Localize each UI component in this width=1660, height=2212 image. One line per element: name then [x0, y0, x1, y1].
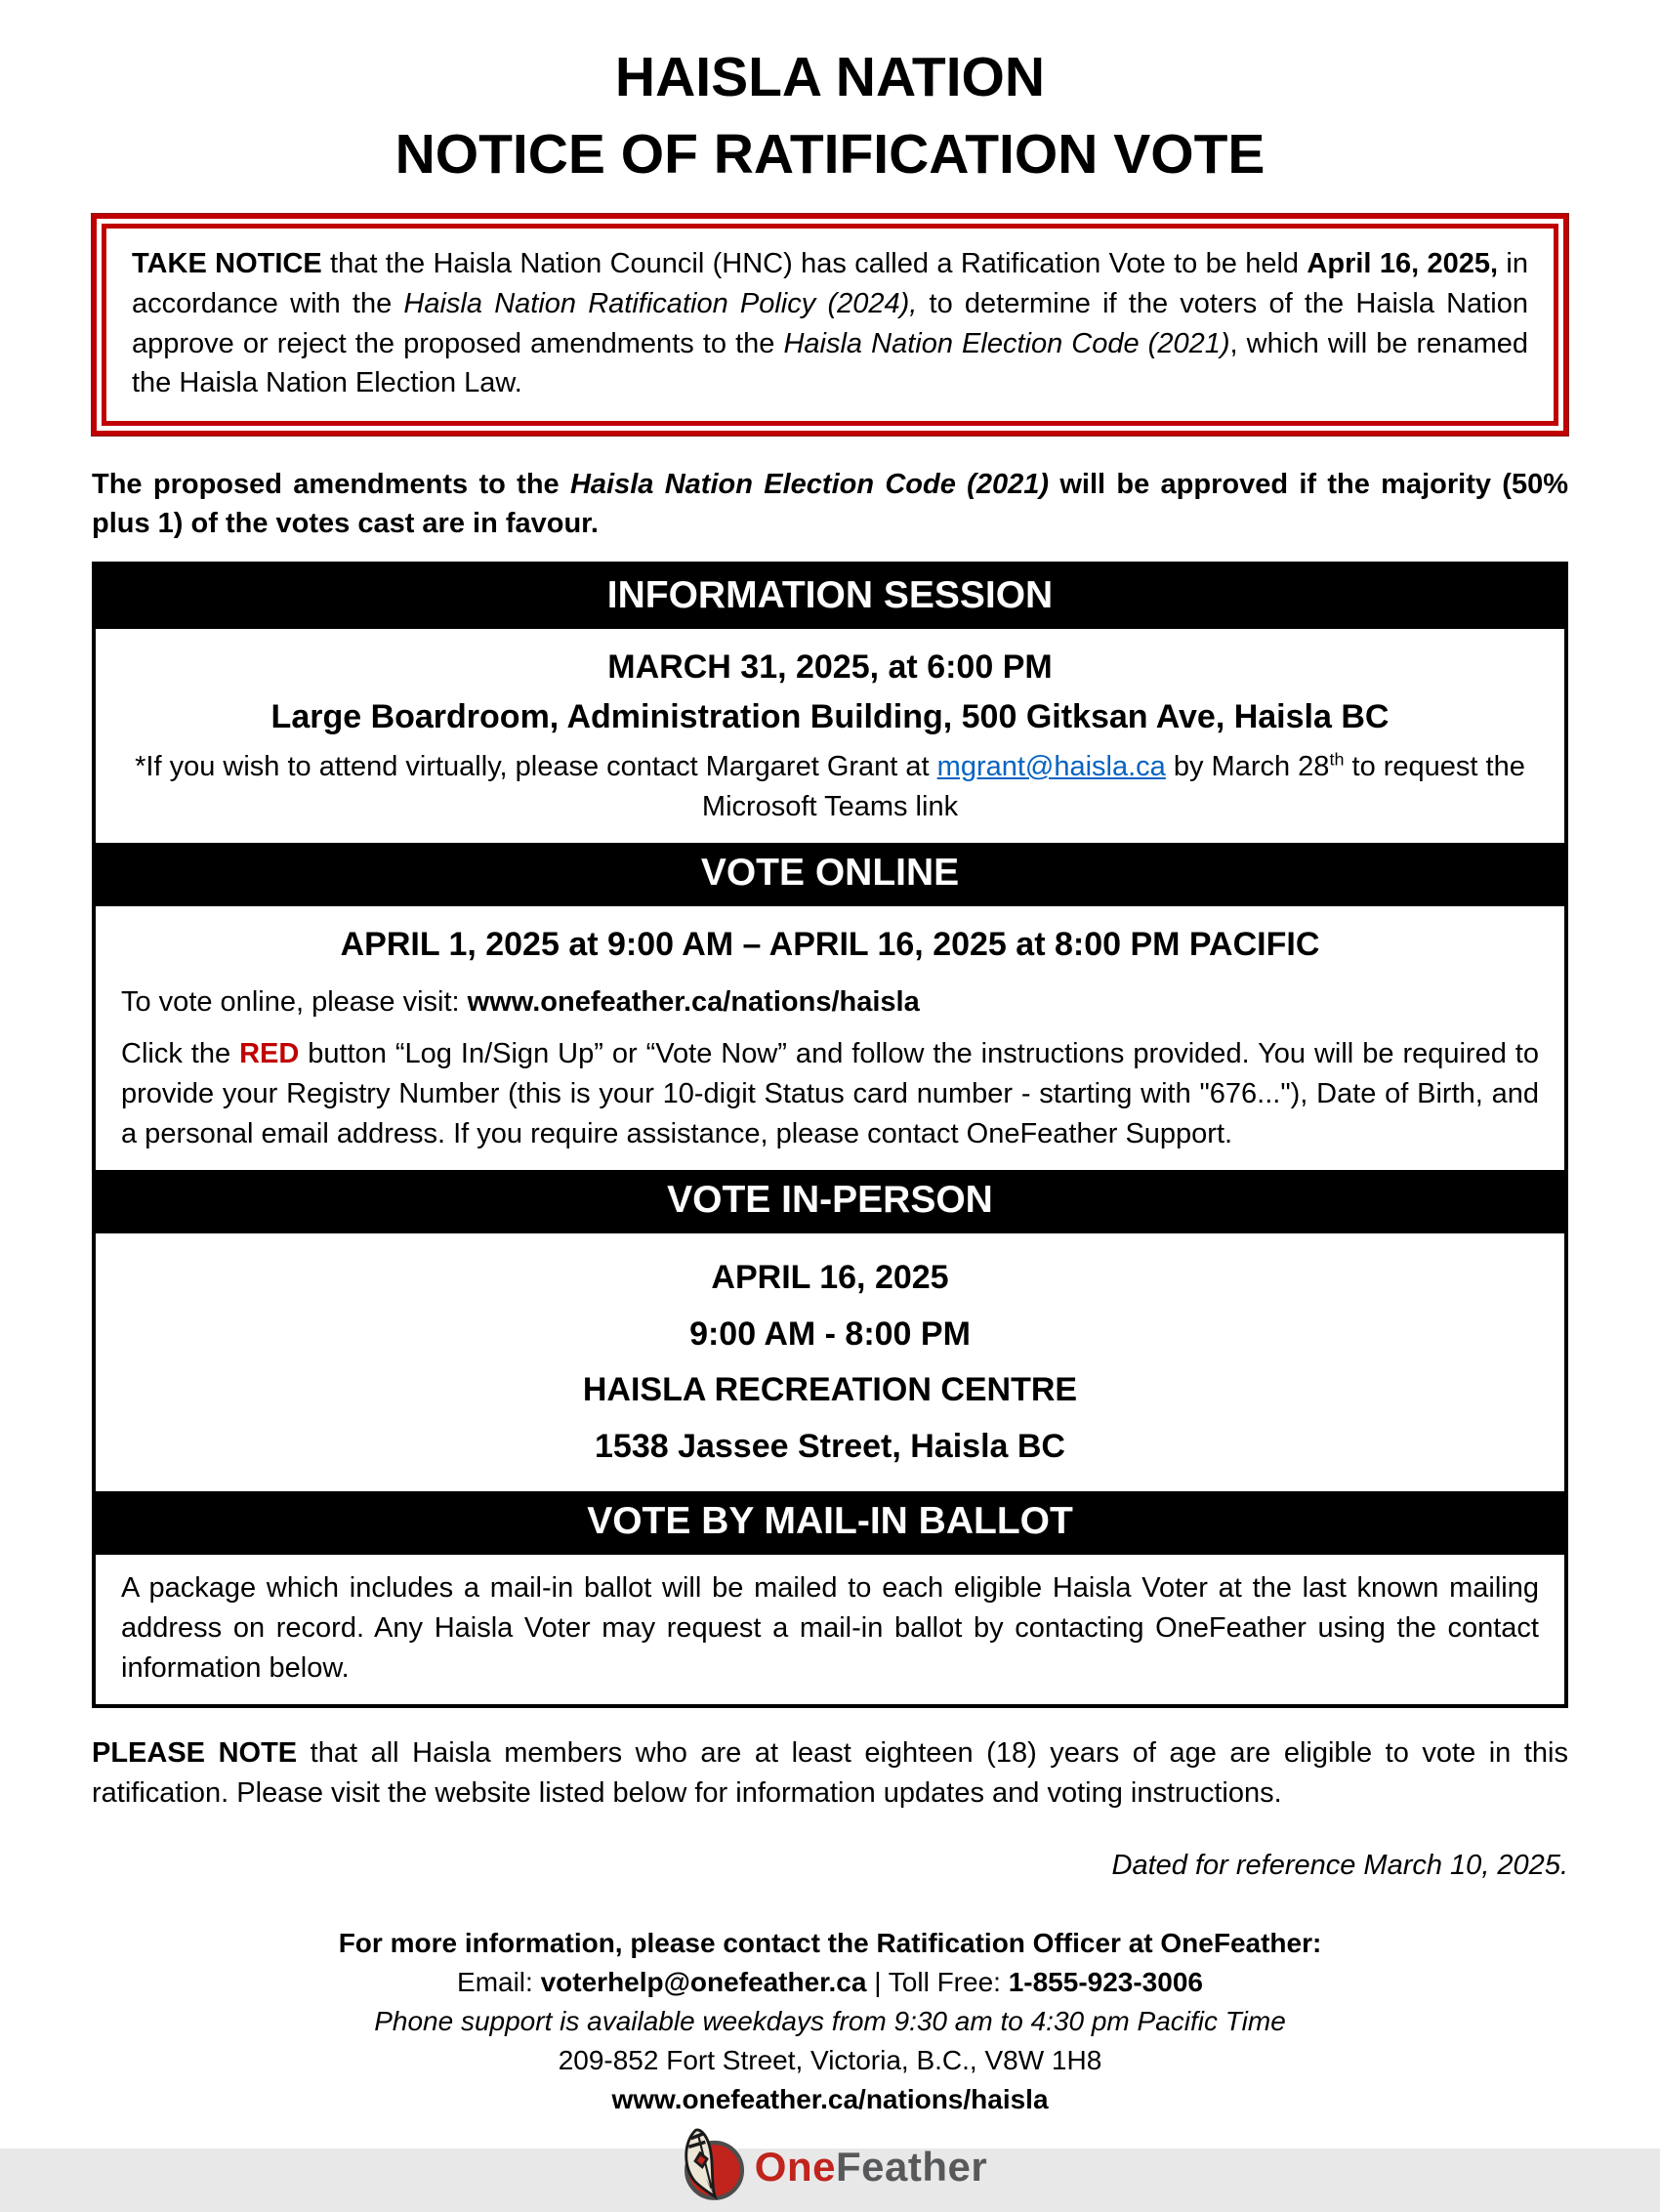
text-segment: Haisla Nation Ratification Policy (2024),	[403, 287, 918, 319]
support-email: voterhelp@onefeather.ca	[540, 1966, 867, 1997]
text-segment: *If you wish to attend virtually, please contact Margaret Grant at	[135, 750, 937, 782]
footer-phone-support-line: Phone support is available weekdays from 9:30 am to 4:30 pm Pacific Time	[374, 2005, 1286, 2036]
text-segment: button “Log In/Sign Up” or “Vote Now” and follow the instructions provided. You will be required to provide your Registry Number (this is your 10-digit Status card number - starting with "676..."), Date of Birth, and a personal email address. If you require assistance, please contact OneFeather Support.	[121, 1037, 1539, 1150]
text-segment: , which will be renamed the Haisla Nation Election Law.	[132, 327, 1528, 399]
text-segment: that the Haisla Nation Council (HNC) has called a Ratification Vote to be held	[321, 248, 1307, 280]
text-segment: | Toll Free:	[866, 1966, 1009, 1997]
text-segment: to request the Microsoft Teams link	[701, 750, 1525, 823]
section-information-session	[96, 629, 1564, 844]
online-voting-url-line	[121, 982, 1539, 1023]
in-person-hours: 9:00 AM - 8:00 PM	[689, 1315, 971, 1353]
text-segment: to determine if the voters of the Haisla Nation approve or reject the proposed amendments to the	[132, 287, 1528, 359]
text-segment: TAKE NOTICE	[132, 248, 322, 280]
text-segment: RED	[239, 1037, 300, 1069]
info-session-location: Large Boardroom, Administration Building, 500 Gitksan Ave, Haisla BC	[270, 698, 1390, 736]
section-banner-information-session: INFORMATION SESSION	[96, 565, 1564, 629]
section-vote-in-person	[96, 1233, 1564, 1491]
take-notice-box	[92, 214, 1568, 435]
section-banner-vote-in-person: VOTE IN-PERSON	[96, 1170, 1564, 1233]
section-banner-vote-online: VOTE ONLINE	[96, 843, 1564, 906]
page-title	[92, 39, 1568, 192]
onefeather-feather-circle-icon	[673, 2124, 749, 2212]
text-segment: Haisla Nation Election Code (2021)	[569, 468, 1050, 500]
info-session-virtual-note	[121, 747, 1539, 827]
text-segment: Haisla Nation Election Code (2021)	[783, 327, 1230, 359]
text-segment: April 16, 2025,	[1307, 248, 1499, 280]
text-segment: th	[1329, 749, 1345, 770]
onefeather-logo	[92, 2124, 1568, 2212]
take-notice-box-inner	[102, 224, 1558, 425]
eligibility-note-paragraph	[92, 1733, 1568, 1813]
footer-contact-line	[92, 1965, 1568, 1999]
text-segment: will be approved if the majority (50% plus 1) of the votes cast are in favour.	[92, 468, 1569, 540]
section-banner-vote-by-mail: VOTE BY MAIL-IN BALLOT	[96, 1491, 1564, 1555]
email-link-mgrant[interactable]: mgrant@haisla.ca	[936, 750, 1166, 782]
in-person-venue: HAISLA RECREATION CENTRE	[582, 1371, 1078, 1409]
text-segment: that all Haisla members who are at least eighteen (18) years of age are eligible to vote in this ratification. Please visit the website listed below for information updates and voting instructions.	[92, 1737, 1568, 1809]
text-segment: PLEASE NOTE	[92, 1737, 298, 1770]
voting-url: www.onefeather.ca/nations/haisla	[467, 985, 920, 1018]
footer-website-line: www.onefeather.ca/nations/haisla	[611, 2083, 1049, 2114]
page-title-line1: HAISLA NATION	[614, 46, 1046, 108]
logo-word-one: One	[754, 2144, 836, 2191]
footer-address-line: 209-852 Fort Street, Victoria, B.C., V8W 1H8	[558, 2044, 1102, 2075]
vote-info-table	[92, 562, 1568, 1708]
section-vote-online	[96, 906, 1564, 1170]
text-segment: in accordance with the	[132, 248, 1528, 319]
mail-in-ballot-paragraph: A package which includes a mail-in ballot will be mailed to each eligible Haisla Voter at the last known mailing address on record. Any Haisla Voter may request a mail-in ballot by contacting OneFeather using the contact information below.	[121, 1571, 1539, 1684]
info-session-datetime: MARCH 31, 2025, at 6:00 PM	[607, 647, 1053, 686]
in-person-date: APRIL 16, 2025	[711, 1259, 949, 1297]
text-segment: by March 28	[1165, 750, 1330, 782]
toll-free-number: 1-855-923-3006	[1008, 1966, 1203, 1997]
logo-word-feather: Feather	[835, 2144, 988, 2191]
text-segment: The proposed amendments to the	[92, 468, 570, 500]
dated-reference-line: Dated for reference March 10, 2025.	[1111, 1850, 1568, 1882]
page-title-line2: NOTICE OF RATIFICATION VOTE	[394, 122, 1266, 186]
section-vote-by-mail	[96, 1555, 1564, 1705]
text-segment: Email:	[457, 1966, 541, 1997]
footer-contact-block	[92, 1926, 1568, 2212]
onefeather-logo-wordmark	[755, 2142, 987, 2193]
footer-heading: For more information, please contact the Ratification Officer at OneFeather:	[338, 1927, 1322, 1958]
online-voting-dates: APRIL 1, 2025 at 9:00 AM – APRIL 16, 2025 at 8:00 PM PACIFIC	[340, 926, 1320, 963]
text-segment: To vote online, please visit:	[121, 985, 468, 1018]
approval-threshold-paragraph	[92, 465, 1568, 544]
online-voting-instructions	[121, 1034, 1539, 1155]
in-person-address: 1538 Jassee Street, Haisla BC	[595, 1428, 1065, 1466]
take-notice-text	[132, 244, 1528, 402]
text-segment: Click the	[121, 1037, 240, 1069]
